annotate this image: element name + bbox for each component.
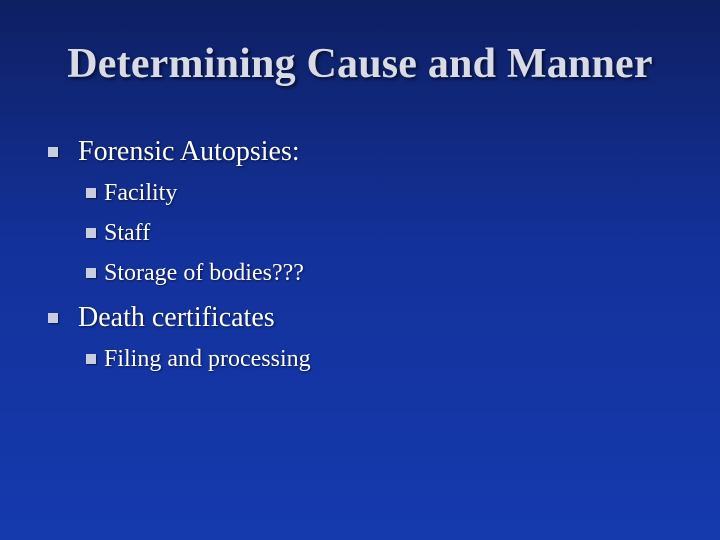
- bullet-text: Death certificates: [78, 302, 275, 333]
- square-bullet-icon: [86, 354, 96, 364]
- square-bullet-icon: [86, 188, 96, 198]
- square-bullet-icon: [48, 313, 58, 323]
- sub-bullet-text: Filing and processing: [104, 345, 311, 372]
- sub-bullet-item-storage: [86, 256, 304, 290]
- sub-bullet-text: Facility: [104, 179, 178, 206]
- sub-bullet-item-staff: [86, 216, 150, 250]
- square-bullet-icon: [86, 268, 96, 278]
- sub-bullet-item-filing: [86, 342, 311, 376]
- sub-bullet-text: Staff: [104, 219, 151, 246]
- sub-bullet-text: Storage of bodies???: [104, 259, 304, 286]
- square-bullet-icon: [48, 147, 58, 157]
- slide-title: Determining Cause and Manner: [67, 41, 653, 87]
- sub-bullet-item-facility: [86, 176, 177, 210]
- bullet-item-forensic-autopsies: [48, 134, 300, 170]
- bullet-item-death-certificates: [48, 300, 275, 336]
- square-bullet-icon: [86, 228, 96, 238]
- bullet-text: Forensic Autopsies:: [78, 136, 300, 167]
